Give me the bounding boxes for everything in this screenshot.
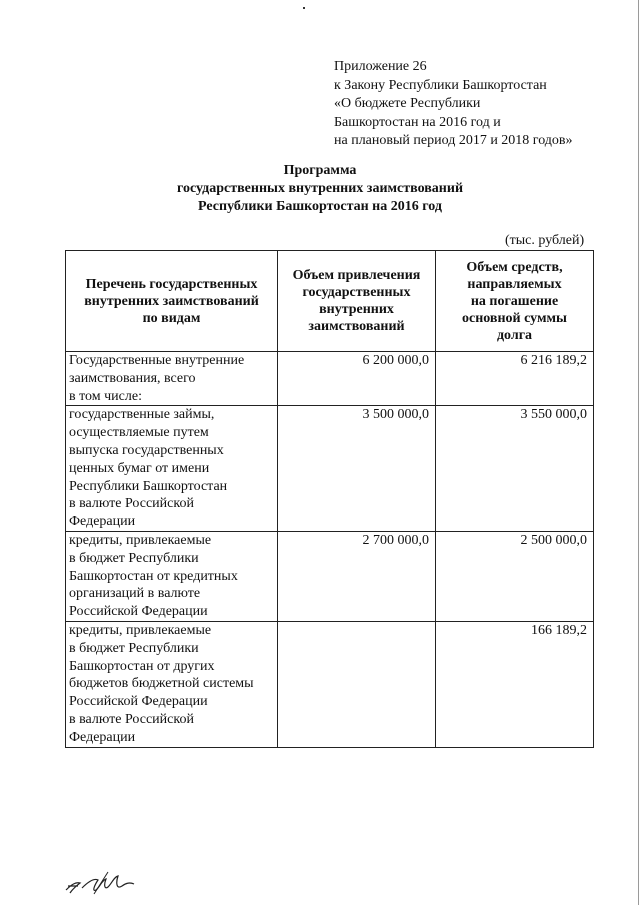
cell-line: Государственные внутренние xyxy=(69,353,245,368)
cell-line: Российской Федерации xyxy=(69,604,208,620)
repayment-amount-cell: 2 500 000,0 xyxy=(436,531,594,621)
units-label: (тыс. рублей) xyxy=(505,233,585,248)
header-attracted-volume xyxy=(278,251,436,352)
borrowing-table xyxy=(65,250,594,748)
cell-line: в бюджет Республики xyxy=(69,550,199,566)
table-row xyxy=(66,406,594,532)
header-borrowing-types xyxy=(66,251,278,352)
cell-line: кредиты, привлекаемые xyxy=(69,622,212,638)
cell-line: Российской Федерации xyxy=(69,694,208,710)
table-row xyxy=(66,621,594,747)
cell-line: в том числе: xyxy=(69,388,142,404)
cell-line: Федерации xyxy=(69,729,136,745)
appendix-block xyxy=(334,58,573,151)
cell-line: в бюджет Республики xyxy=(69,640,199,656)
attracted-amount-cell: 3 500 000,0 xyxy=(278,406,436,532)
table-row xyxy=(66,352,594,406)
table-row xyxy=(66,531,594,621)
cell-line: Башкортостан от других xyxy=(69,658,215,674)
document-title xyxy=(0,162,640,216)
borrowing-type-cell xyxy=(66,621,278,747)
cell-line: Федерации xyxy=(69,514,136,530)
cell-line: ценных бумаг от имени xyxy=(69,460,210,476)
header-repayment-volume xyxy=(436,251,594,352)
cell-line: кредиты, привлекаемые xyxy=(69,532,212,548)
header-line: внутренних xyxy=(319,302,394,317)
header-line: Объем средств, xyxy=(466,259,563,275)
header-line: государственных xyxy=(302,285,411,300)
borrowing-type-cell xyxy=(66,531,278,621)
attracted-amount-cell: 6 200 000,0 xyxy=(278,352,436,406)
header-line: Объем привлечения xyxy=(292,268,421,283)
appendix-line: Приложение 26 xyxy=(334,59,427,74)
cell-line: осуществляемые путем xyxy=(69,425,209,441)
handwritten-signature xyxy=(64,868,136,898)
cell-line: в валюте Российской xyxy=(69,711,194,727)
scan-speck xyxy=(303,7,305,9)
title-line: государственных внутренних заимствований xyxy=(176,181,464,196)
appendix-line: к Закону Республики Башкортостан xyxy=(334,77,547,93)
cell-line: государственные займы, xyxy=(69,407,215,423)
cell-line: в валюте Российской xyxy=(69,496,194,512)
repayment-amount-cell: 6 216 189,2 xyxy=(436,352,594,406)
header-line: по видам xyxy=(142,310,201,326)
appendix-line: «О бюджете Республики xyxy=(334,96,481,112)
appendix-line: на плановый период 2017 и 2018 годов» xyxy=(334,133,573,149)
header-line: основной суммы xyxy=(462,310,567,326)
attracted-amount-cell: 2 700 000,0 xyxy=(278,531,436,621)
cell-line: Башкортостан от кредитных xyxy=(69,568,238,584)
header-line: Перечень государственных xyxy=(85,276,258,292)
repayment-amount-cell: 166 189,2 xyxy=(436,621,594,747)
scan-edge-line xyxy=(638,0,639,905)
header-line: на погашение xyxy=(470,293,559,309)
header-line: долга xyxy=(496,327,533,343)
header-line: заимствований xyxy=(308,319,405,334)
cell-line: заимствования, всего xyxy=(69,370,196,386)
title-line: Программа xyxy=(283,163,357,178)
appendix-line: Башкортостан на 2016 год и xyxy=(334,114,501,130)
borrowing-type-cell xyxy=(66,352,278,406)
cell-line: организаций в валюте xyxy=(69,586,201,602)
cell-line: выпуска государственных xyxy=(69,442,224,458)
repayment-amount-cell: 3 550 000,0 xyxy=(436,406,594,532)
attracted-amount-cell xyxy=(278,621,436,747)
borrowing-type-cell xyxy=(66,406,278,532)
cell-line: бюджетов бюджетной системы xyxy=(69,676,254,692)
title-line: Республики Башкортостан на 2016 год xyxy=(198,199,442,214)
cell-line: Республики Башкортостан xyxy=(69,478,228,494)
header-line: направляемых xyxy=(467,276,562,292)
table-header-row xyxy=(66,251,594,352)
header-line: внутренних заимствований xyxy=(84,293,259,309)
